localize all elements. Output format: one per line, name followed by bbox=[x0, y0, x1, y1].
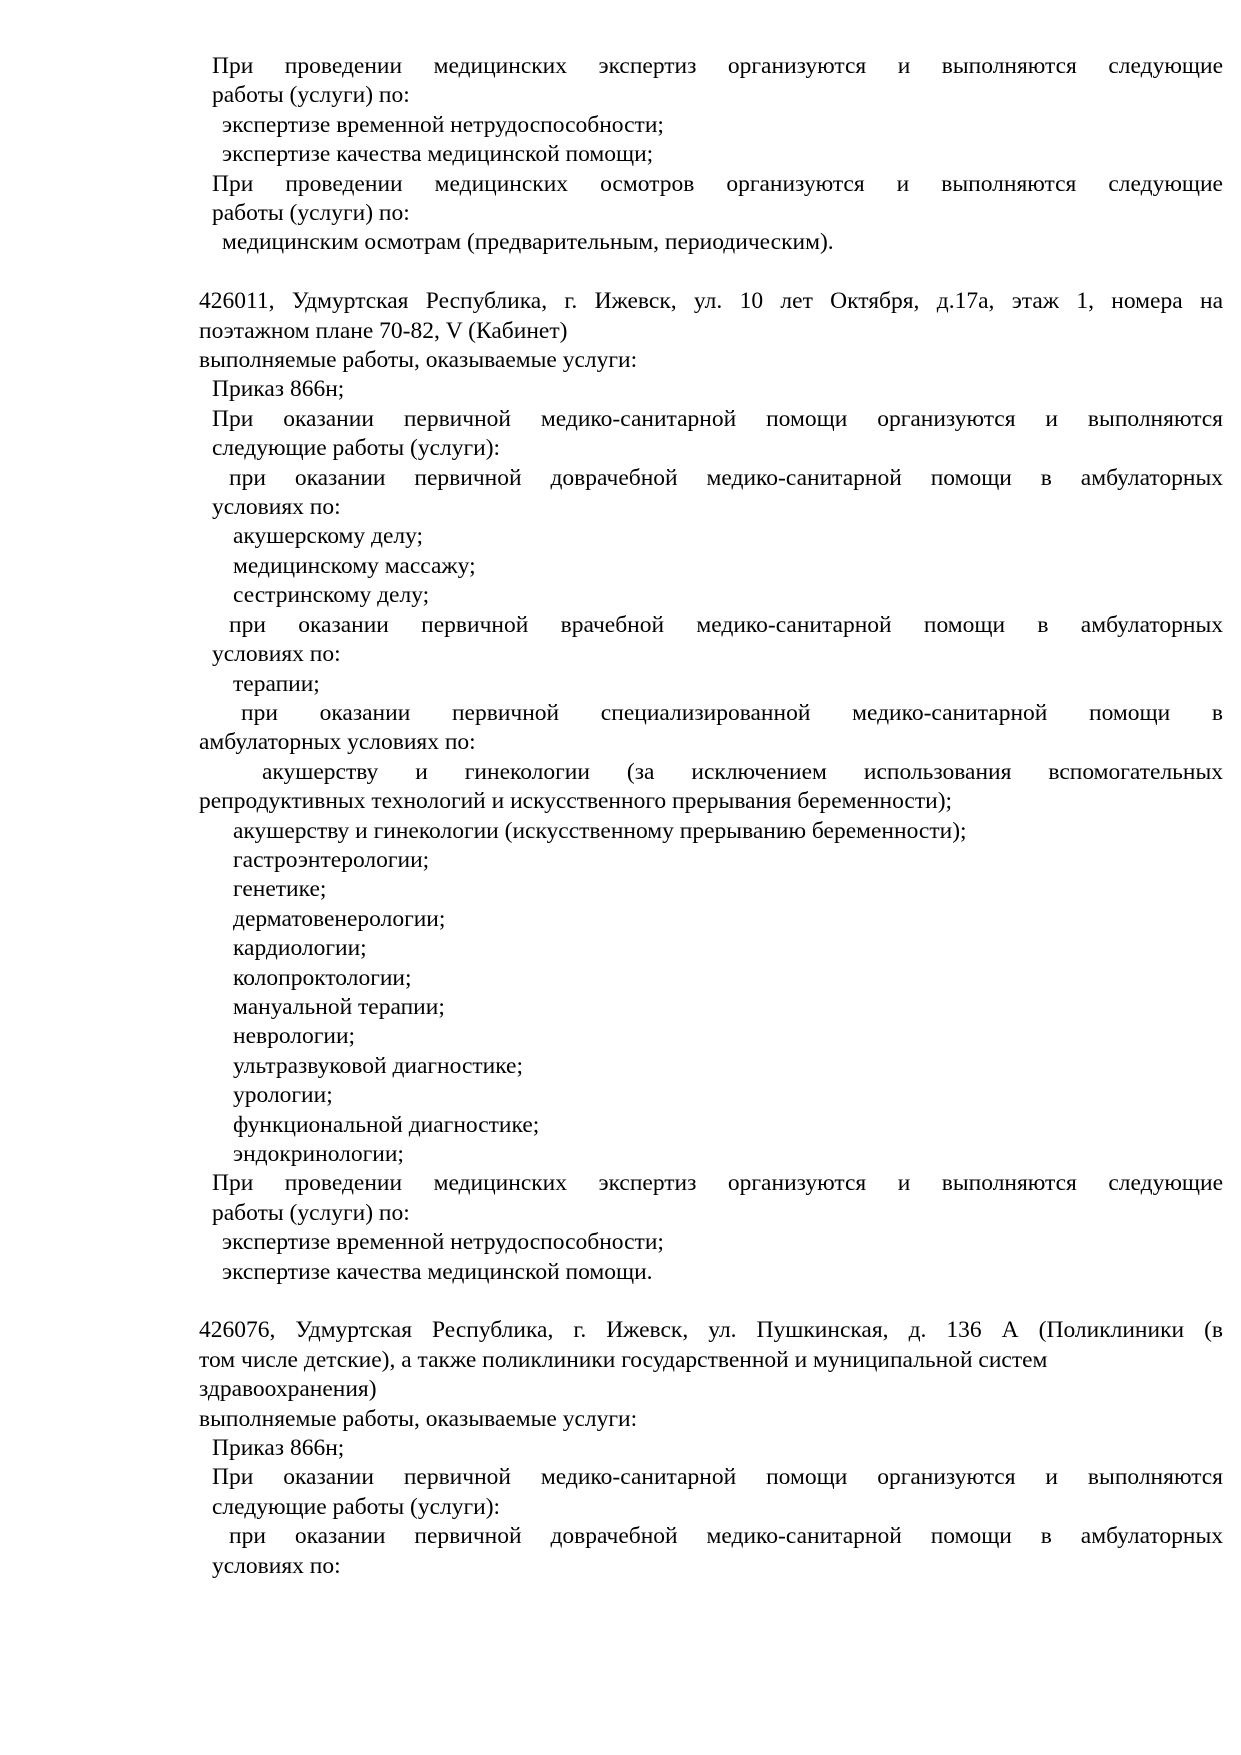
document-line: условиях по: bbox=[212, 1552, 341, 1579]
document-line: Приказ 866н; bbox=[212, 1435, 345, 1462]
document-line: акушерству и гинекологии (искусственному прерыванию беременности); bbox=[233, 817, 967, 844]
document-line: том числе детские), а также поликлиники государственной и муниципальной систем bbox=[199, 1346, 1048, 1373]
document-line: условиях по: bbox=[212, 494, 341, 521]
document-line: эндокринологии; bbox=[233, 1141, 404, 1168]
document-line: амбулаторных условиях по: bbox=[199, 729, 476, 756]
document-line: кардиологии; bbox=[233, 935, 367, 962]
document-line: работы (услуги) по: bbox=[212, 1199, 410, 1226]
document-line: при оказании первичной специализированной медико-санитарной помощи в bbox=[241, 699, 1223, 726]
document-line: сестринскому делу; bbox=[233, 582, 430, 609]
document-line: экспертизе качества медицинской помощи; bbox=[222, 141, 654, 168]
document-line: здравоохранения) bbox=[199, 1376, 377, 1403]
document-line: при оказании первичной доврачебной медико-санитарной помощи в амбулаторных bbox=[229, 1523, 1223, 1550]
document-line: мануальной терапии; bbox=[233, 993, 445, 1020]
document-line: условиях по: bbox=[212, 641, 341, 668]
document-line: терапии; bbox=[233, 670, 320, 697]
document-line: поэтажном плане 70-82, V (Кабинет) bbox=[199, 317, 568, 344]
document-line: экспертизе временной нетрудоспособности; bbox=[222, 111, 664, 138]
document-line: Приказ 866н; bbox=[212, 376, 345, 403]
document-line: При проведении медицинских осмотров организуются и выполняются следующие bbox=[212, 170, 1223, 197]
document-line: гастроэнтерологии; bbox=[233, 846, 430, 873]
document-line: 426011, Удмуртская Республика, г. Ижевск, ул. 10 лет Октября, д.17а, этаж 1, номера на bbox=[199, 288, 1223, 315]
blank-line bbox=[199, 258, 1223, 287]
document-line: работы (услуги) по: bbox=[212, 200, 410, 227]
document-line: ультразвуковой диагностике; bbox=[233, 1052, 524, 1079]
document-line: При оказании первичной медико-санитарной помощи организуются и выполняются bbox=[212, 405, 1223, 432]
document-line: акушерскому делу; bbox=[233, 523, 424, 550]
document-line: следующие работы (услуги): bbox=[212, 1493, 501, 1520]
document-line: колопроктологии; bbox=[233, 964, 412, 991]
document-line: генетике; bbox=[233, 876, 327, 903]
document-line: при оказании первичной доврачебной медико-санитарной помощи в амбулаторных bbox=[229, 464, 1223, 491]
document-line: урологии; bbox=[233, 1082, 333, 1109]
document-line: При проведении медицинских экспертиз организуются и выполняются следующие bbox=[212, 53, 1223, 79]
document-line: При оказании первичной медико-санитарной помощи организуются и выполняются bbox=[212, 1464, 1223, 1491]
document-line: неврологии; bbox=[233, 1023, 356, 1050]
document-line: выполняемые работы, оказываемые услуги: bbox=[199, 1405, 638, 1432]
document-line: репродуктивных технологий и искусственного прерывания беременности); bbox=[199, 788, 953, 815]
document-line: экспертизе качества медицинской помощи. bbox=[222, 1258, 653, 1285]
document-line: дерматовенерологии; bbox=[233, 905, 446, 932]
document-line: следующие работы (услуги): bbox=[212, 435, 501, 462]
document-line: работы (услуги) по: bbox=[212, 82, 410, 109]
document-body bbox=[199, 52, 1223, 1581]
document-line: функциональной диагностике; bbox=[233, 1111, 540, 1138]
document-line: медицинским осмотрам (предварительным, периодическим). bbox=[222, 229, 834, 256]
document-line: При проведении медицинских экспертиз организуются и выполняются следующие bbox=[212, 1170, 1223, 1197]
document-line: 426076, Удмуртская Республика, г. Ижевск, ул. Пушкинская, д. 136 А (Поликлиники (в bbox=[199, 1317, 1223, 1344]
document-line: акушерству и гинекологии (за исключением использования вспомогательных bbox=[262, 758, 1223, 785]
document-line: экспертизе временной нетрудоспособности; bbox=[222, 1229, 664, 1256]
document-line: при оказании первичной врачебной медико-санитарной помощи в амбулаторных bbox=[229, 611, 1223, 638]
document-line: выполняемые работы, оказываемые услуги: bbox=[199, 347, 638, 374]
blank-line bbox=[199, 1287, 1223, 1316]
document-line: медицинскому массажу; bbox=[233, 552, 476, 579]
